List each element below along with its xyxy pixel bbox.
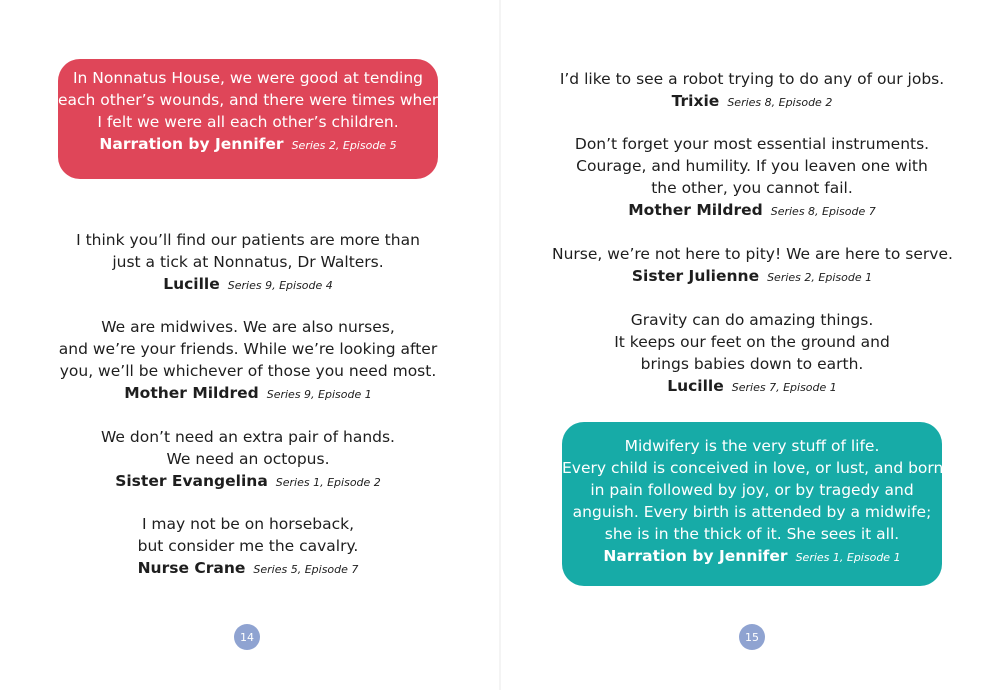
quote-attribution bbox=[58, 133, 438, 157]
quote-block bbox=[48, 316, 448, 406]
right-page bbox=[500, 0, 1000, 690]
quote-block bbox=[552, 243, 952, 289]
quote-block bbox=[552, 68, 952, 114]
featured-quote-box-teal bbox=[562, 422, 942, 586]
quote-episode: Series 5, Episode 7 bbox=[253, 563, 359, 576]
quote-line: In Nonnatus House, we were good at tending bbox=[72, 69, 424, 87]
quote-attribution bbox=[552, 90, 952, 114]
quote-speaker: Nurse Crane bbox=[137, 559, 246, 577]
quote-line: anguish. Every birth is attended by a midwife; bbox=[572, 503, 932, 521]
quote-line: Nurse, we’re not here to pity! We are here to serve. bbox=[552, 245, 953, 263]
quote-speaker: Mother Mildred bbox=[124, 384, 259, 402]
quote-line: Gravity can do amazing things. bbox=[630, 311, 874, 329]
quote-episode: Series 8, Episode 2 bbox=[727, 96, 833, 109]
quote-speaker: Lucille bbox=[667, 377, 724, 395]
quote-line: It keeps our feet on the ground and bbox=[614, 333, 890, 351]
quote-speaker: Narration by Jennifer bbox=[99, 135, 284, 153]
quote-line: Courage, and humility. If you leaven one with bbox=[576, 157, 928, 175]
quote-line: I may not be on horseback, bbox=[141, 515, 355, 533]
quote-line: I felt we were all each other’s children. bbox=[97, 113, 399, 131]
quote-speaker: Trixie bbox=[671, 92, 720, 110]
quote-speaker: Narration by Jennifer bbox=[603, 547, 788, 565]
quote-episode: Series 7, Episode 1 bbox=[731, 381, 837, 394]
quote-line: We don’t need an extra pair of hands. bbox=[101, 428, 395, 446]
quote-speaker: Sister Evangelina bbox=[115, 472, 268, 490]
quote-episode: Series 2, Episode 1 bbox=[767, 271, 873, 284]
quote-line: but consider me the cavalry. bbox=[137, 537, 359, 555]
quote-line: she is in the thick of it. She sees it all. bbox=[604, 525, 900, 543]
quote-block bbox=[552, 133, 952, 223]
quote-attribution bbox=[552, 375, 952, 399]
quote-attribution bbox=[552, 199, 952, 223]
quote-line: just a tick at Nonnatus, Dr Walters. bbox=[112, 253, 384, 271]
quote-attribution bbox=[48, 557, 448, 581]
quote-line: We need an octopus. bbox=[166, 450, 330, 468]
quote-episode: Series 8, Episode 7 bbox=[770, 205, 876, 218]
quote-block bbox=[552, 309, 952, 399]
quote-attribution bbox=[48, 470, 448, 494]
quote-line: the other, you cannot fail. bbox=[651, 179, 853, 197]
quote-attribution bbox=[562, 545, 942, 569]
quote-speaker: Lucille bbox=[163, 275, 220, 293]
quote-line: in pain followed by joy, or by tragedy and bbox=[590, 481, 914, 499]
quote-speaker: Mother Mildred bbox=[628, 201, 763, 219]
quote-attribution bbox=[552, 265, 952, 289]
quote-attribution bbox=[48, 273, 448, 297]
quote-line: brings babies down to earth. bbox=[640, 355, 864, 373]
quote-line: and we’re your friends. While we’re looking after bbox=[58, 340, 438, 358]
quote-line: each other’s wounds, and there were times when bbox=[58, 91, 442, 109]
quote-block bbox=[48, 229, 448, 297]
page-number-badge: 14 bbox=[234, 624, 260, 650]
quote-episode: Series 2, Episode 5 bbox=[291, 139, 397, 152]
quote-episode: Series 9, Episode 4 bbox=[227, 279, 333, 292]
quote-speaker: Sister Julienne bbox=[631, 267, 760, 285]
quote-episode: Series 9, Episode 1 bbox=[266, 388, 372, 401]
page-number-badge: 15 bbox=[739, 624, 765, 650]
quote-line: I’d like to see a robot trying to do any of our jobs. bbox=[559, 70, 945, 88]
quote-line: Every child is conceived in love, or lust, and born bbox=[562, 459, 944, 477]
featured-quote-box-red bbox=[58, 59, 442, 179]
quote-line: you, we’ll be whichever of those you need most. bbox=[59, 362, 437, 380]
quote-attribution bbox=[48, 382, 448, 406]
quote-block bbox=[48, 513, 448, 581]
quote-line: I think you’ll find our patients are more than bbox=[76, 231, 420, 249]
quote-line: We are midwives. We are also nurses, bbox=[101, 318, 395, 336]
quote-line: Don’t forget your most essential instruments. bbox=[574, 135, 930, 153]
quote-episode: Series 1, Episode 2 bbox=[275, 476, 381, 489]
quote-episode: Series 1, Episode 1 bbox=[795, 551, 901, 564]
quote-block bbox=[48, 426, 448, 494]
quote-line: Midwifery is the very stuff of life. bbox=[624, 437, 880, 455]
